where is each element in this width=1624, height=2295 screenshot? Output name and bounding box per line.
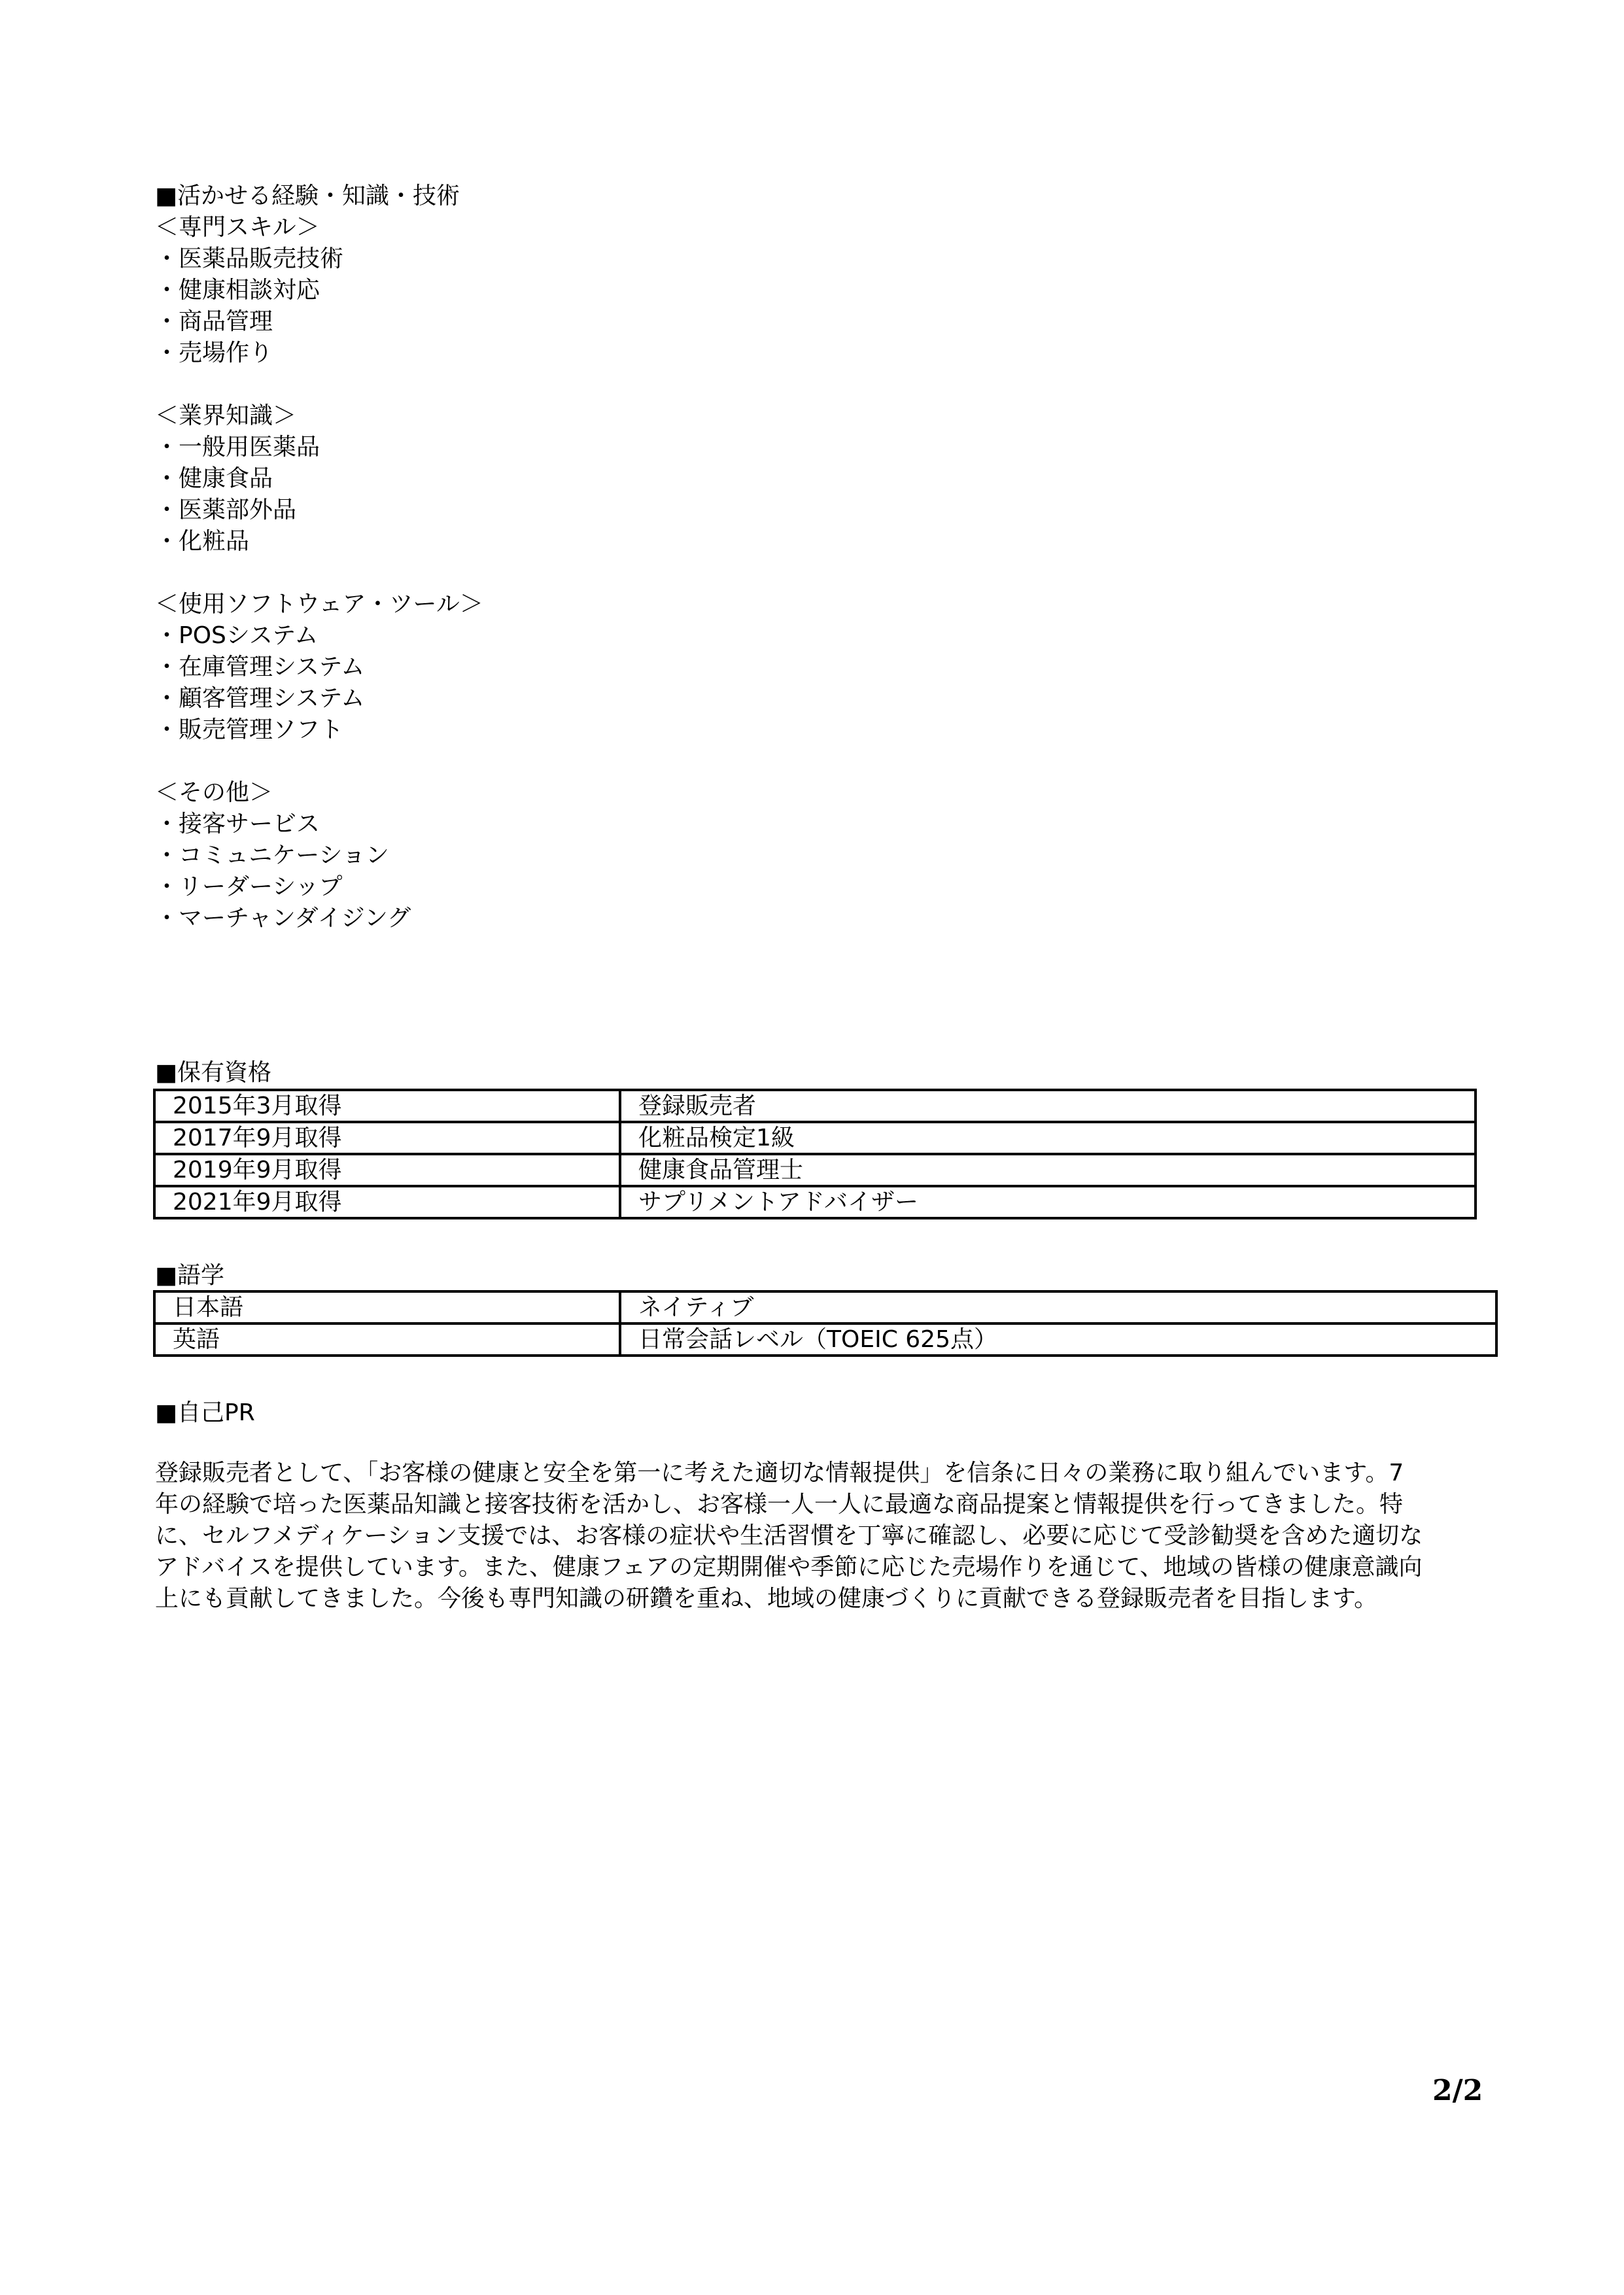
skills-item: ・売場作り: [155, 340, 273, 366]
skills-item: ・在庫管理システム: [155, 654, 365, 680]
table-cell-date: 2021年9月取得: [154, 1186, 620, 1218]
self-pr-line: 登録販売者として、「お客様の健康と安全を第一に考えた適切な情報提供」を信条に日々の業務に取り組んでいます。7: [155, 1460, 1404, 1486]
skills-item: ・一般用医薬品: [155, 434, 320, 461]
skills-item: ・販売管理ソフト: [155, 716, 344, 743]
self-pr-heading: ■自己PR: [155, 1399, 255, 1426]
skills-item: ・医薬部外品: [155, 497, 297, 523]
skills-item: ・商品管理: [155, 308, 273, 335]
table-row: [154, 1090, 1476, 1122]
skills-group-title: ＜業界知識＞: [155, 402, 297, 429]
table-row: [154, 1122, 1476, 1154]
table-cell-level: 日常会話レベル（TOEIC 625点）: [620, 1323, 1496, 1356]
self-pr-line: 上にも貢献してきました。今後も専門知識の研鑽を重ね、地域の健康づくりに貢献できる登録販売者を目指します。: [155, 1585, 1378, 1612]
table-row: [154, 1186, 1476, 1218]
skills-item: ・健康食品: [155, 465, 273, 492]
skills-group-title: ＜専門スキル＞: [155, 214, 320, 241]
page-number: 2/2: [1432, 2074, 1483, 2107]
skills-item: ・POSシステム: [155, 622, 319, 649]
self-pr-text: [155, 1458, 1496, 1615]
skills-item: ・コミュニケーション: [155, 842, 389, 869]
self-pr-line: 年の経験で培った医薬品知識と接客技術を活かし、お客様一人一人に最適な商品提案と情報提供を行ってきました。特: [155, 1491, 1404, 1518]
skills-group-title: ＜その他＞: [155, 779, 273, 806]
languages-table: [153, 1290, 1498, 1357]
qualifications-table: [153, 1089, 1477, 1219]
table-cell-language: 英語: [154, 1323, 620, 1356]
table-cell-date: 2017年9月取得: [154, 1122, 620, 1154]
languages-heading: ■語学: [155, 1262, 225, 1289]
table-cell-name: 健康食品管理士: [620, 1154, 1476, 1186]
table-row: [154, 1154, 1476, 1186]
skills-group-title: ＜使用ソフトウェア・ツール＞: [155, 591, 483, 618]
skills-item: ・顧客管理システム: [155, 685, 365, 712]
table-cell-language: 日本語: [154, 1291, 620, 1323]
table-cell-name: 登録販売者: [620, 1090, 1476, 1122]
skills-item: ・リーダーシップ: [155, 873, 343, 900]
table-cell-level: ネイティブ: [620, 1291, 1496, 1323]
skills-item: ・マーチャンダイジング: [155, 905, 411, 932]
table-row: [154, 1291, 1496, 1323]
skills-item: ・医薬品販売技術: [155, 245, 344, 272]
table-cell-name: サプリメントアドバイザー: [620, 1186, 1476, 1218]
qualifications-heading: ■保有資格: [155, 1059, 272, 1086]
skills-item: ・化粧品: [155, 528, 250, 555]
skills-item: ・接客サービス: [155, 811, 320, 837]
table-row: [154, 1323, 1496, 1356]
self-pr-line: アドバイスを提供しています。また、健康フェアの定期開催や季節に応じた売場作りを通じて、地域の皆様の健康意識向: [155, 1554, 1423, 1581]
table-cell-date: 2019年9月取得: [154, 1154, 620, 1186]
self-pr-line: に、セルフメディケーション支援では、お客様の症状や生活習慣を丁寧に確認し、必要に応じて受診勧奨を含めた適切な: [155, 1522, 1423, 1549]
skills-item: ・健康相談対応: [155, 277, 320, 304]
table-cell-date: 2015年3月取得: [154, 1090, 620, 1122]
skills-heading: ■活かせる経験・知識・技術: [155, 183, 460, 209]
table-cell-name: 化粧品検定1級: [620, 1122, 1476, 1154]
